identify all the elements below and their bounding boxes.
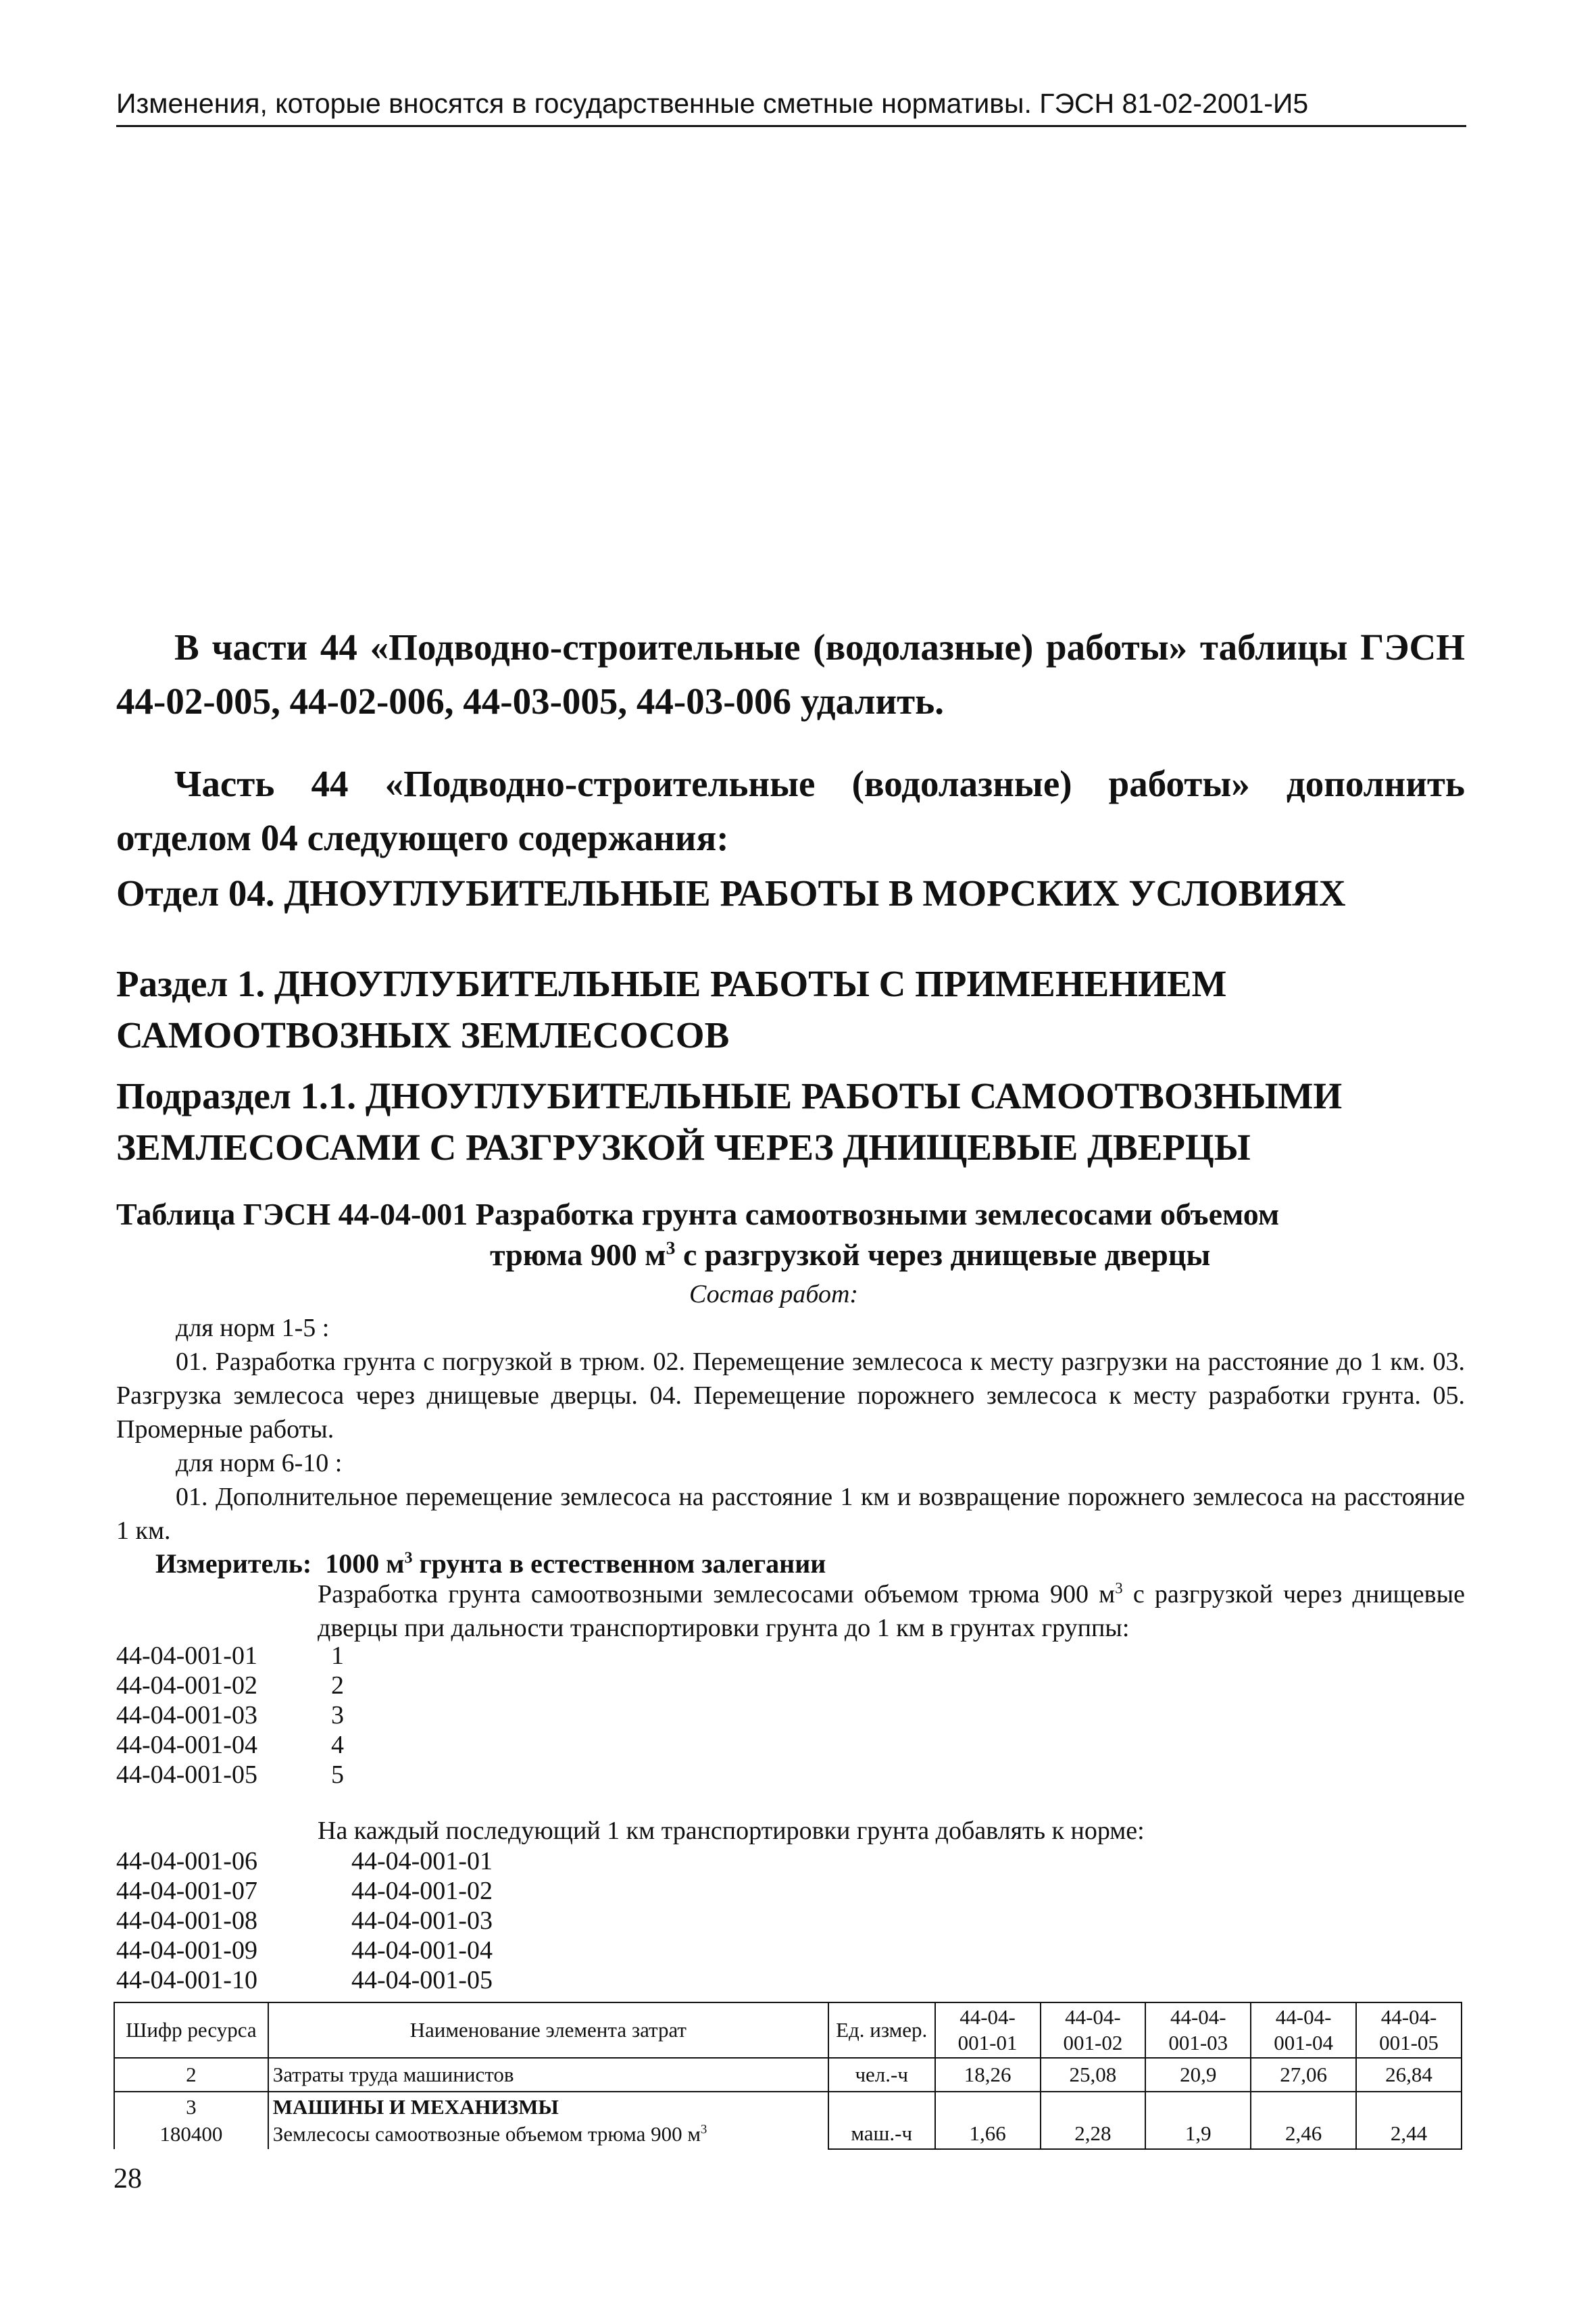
cell-value: 1,66 <box>935 2092 1041 2149</box>
column-header-norm: 44-04- 001-05 <box>1356 2002 1462 2058</box>
cell-value: 20,9 <box>1145 2058 1251 2092</box>
cell-value: 2,46 <box>1251 2092 1356 2149</box>
measure-unit: Измеритель: 1000 $м^3$ грунта в естественном залегании <box>155 1548 826 1579</box>
section-heading-podrazdel: Подраздел 1.1. ДНОУГЛУБИТЕЛЬНЫЕ РАБОТЫ САМООТВОЗНЫМИ ЗЕМЛЕСОСАМИ С РАЗГРУЗКОЙ ЧЕРЕЗ ДНИЩЕВЫЕ ДВЕРЦЫ <box>116 1075 1343 1168</box>
column-header-norm: 44-04- 001-04 <box>1251 2002 1356 2058</box>
cell-code: 2 <box>114 2058 268 2092</box>
table-title-line1: Таблица ГЭСН 44-04-001 Разработка грунта самоотвозными землесосами объемом <box>116 1197 1280 1231</box>
cost-table <box>114 2002 1462 2150</box>
norms-1-5-label: для норм 1-5 : <box>176 1314 330 1342</box>
column-header-norm: 44-04- 001-01 <box>935 2002 1041 2058</box>
paragraph-add-section: Часть 44 «Подводно-строительные (водолазные) работы» дополнить отделом 04 следующего содержания: <box>116 763 1465 858</box>
column-header-norm: 44-04- 001-03 <box>1145 2002 1251 2058</box>
cell-value: 25,08 <box>1041 2058 1146 2092</box>
cell-unit: чел.-ч <box>828 2058 935 2092</box>
section-heading-razdel: Раздел 1. ДНОУГЛУБИТЕЛЬНЫЕ РАБОТЫ С ПРИМЕНЕНИЕМ САМООТВОЗНЫХ ЗЕМЛЕСОСОВ <box>116 963 1227 1056</box>
table-row <box>114 2092 1462 2149</box>
running-header: Изменения, которые вносятся в государственные сметные нормативы. ГЭСН 81-02-2001-И5 <box>116 88 1466 127</box>
norm-description-2: На каждый последующий 1 км транспортировки грунта добавлять к норме: <box>318 1817 1145 1845</box>
column-header-code: Шифр ресурса <box>114 2002 268 2058</box>
table-header-row <box>114 2002 1462 2058</box>
section-heading-otdel: Отдел 04. ДНОУГЛУБИТЕЛЬНЫЕ РАБОТЫ В МОРСКИХ УСЛОВИЯХ <box>116 872 1346 914</box>
cell-value: 18,26 <box>935 2058 1041 2092</box>
work-description-1-5: 01. Разработка грунта с погрузкой в трюм. 02. Перемещение землесоса к месту разгрузки на расстояние до 1 км. 03. Разгрузка землесоса через днищевые дверцы. 04. Перемещение порожнего землесоса к месту разработки грунта. 05. Промерные работы. <box>116 1348 1465 1444</box>
work-description-6-10: 01. Дополнительное перемещение землесоса на расстояние 1 км и возвращение порожнего землесоса на расстояние 1 км. <box>116 1483 1465 1545</box>
page-number: 28 <box>114 2163 142 2194</box>
norms-6-10-label: для норм 6-10 : <box>176 1449 343 1477</box>
column-header-unit: Ед. измер. <box>828 2002 935 2058</box>
cell-value: 26,84 <box>1356 2058 1462 2092</box>
cell-value: 2,28 <box>1041 2092 1146 2149</box>
cell-unit: маш.-ч <box>828 2092 935 2149</box>
work-composition-heading: Состав работ: <box>689 1280 859 1308</box>
cell-name: МАШИНЫ И МЕХАНИЗМЫ Землесосы самоотвозные объемом трюма 900 $м^3$ <box>268 2092 828 2149</box>
cell-value: 2,44 <box>1356 2092 1462 2149</box>
table-row <box>114 2058 1462 2092</box>
cell-value: 1,9 <box>1145 2092 1251 2149</box>
table-title-line2: трюма 900 $м^3$ с разгрузкой через днищевые дверцы <box>490 1237 1211 1272</box>
cell-code: 3 180400 <box>114 2092 268 2149</box>
paragraph-delete-tables: В части 44 «Подводно-строительные (водолазные) работы» таблицы ГЭСН 44-02-005, 44-02-006, 44-03-005, 44-03-006 удалить. <box>116 626 1465 722</box>
cell-name: Затраты труда машинистов <box>268 2058 828 2092</box>
column-header-norm: 44-04- 001-02 <box>1041 2002 1146 2058</box>
cell-value: 27,06 <box>1251 2058 1356 2092</box>
column-header-name: Наименование элемента затрат <box>268 2002 828 2058</box>
norm-description-1: Разработка грунта самоотвозными землесосами объемом трюма 900 $м^3$ с разгрузкой через днищевые дверцы при дальности транспортировки грунта до 1 км в грунтах группы: <box>318 1579 1465 1642</box>
